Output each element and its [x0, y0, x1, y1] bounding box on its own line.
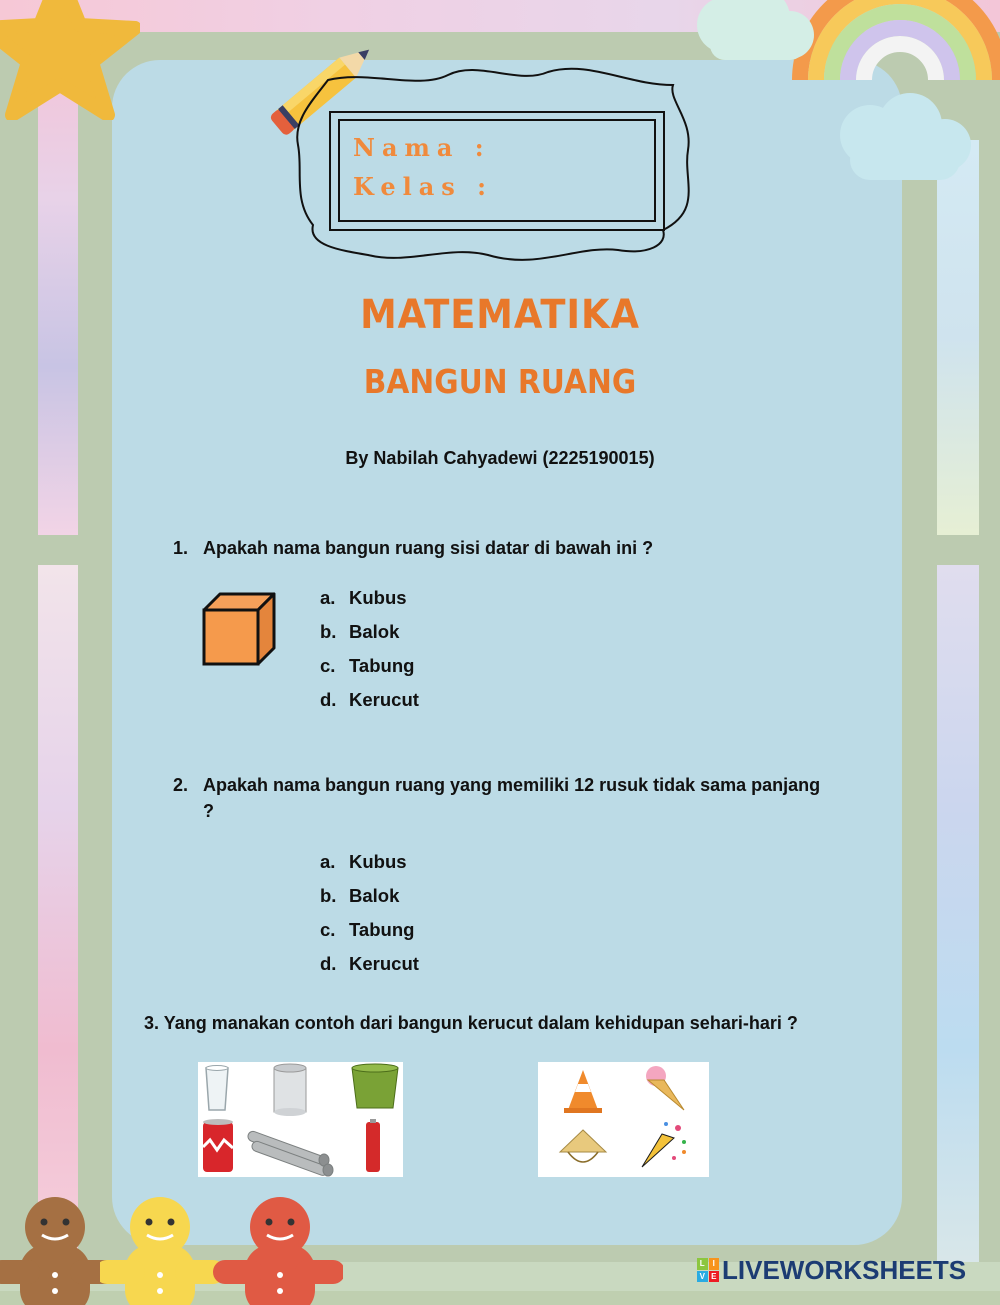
party-hat-icon [642, 1122, 686, 1167]
answer-image-cylinders[interactable] [198, 1062, 403, 1177]
answer-image-cones[interactable] [538, 1062, 709, 1177]
class-label: Kelas : [353, 172, 493, 201]
cloud-icon [830, 90, 980, 190]
question-number: 3. [144, 1013, 160, 1033]
answer-options-2 [320, 845, 419, 981]
question-3 [144, 1010, 798, 1036]
paint-bucket-icon [274, 1064, 306, 1116]
glass-icon [206, 1066, 228, 1111]
name-label: Nama : [353, 133, 491, 162]
question-number: 1. [173, 538, 189, 558]
soda-can-icon [203, 1119, 233, 1172]
question-text: Apakah nama bangun ruang yang memiliki 12 rusuk tidak sama panjang ? [203, 775, 821, 821]
battery-icon [366, 1119, 380, 1172]
right-pastel-stripe-lower [937, 565, 979, 1291]
cube-icon [200, 590, 278, 668]
answer-option[interactable]: a. Kubus [320, 587, 407, 608]
answer-option[interactable]: b. Balok [320, 621, 400, 642]
answer-option[interactable]: d. Kerucut [320, 689, 419, 710]
name-frame-border [288, 60, 704, 272]
traffic-cone-icon [564, 1070, 602, 1113]
straw-hat-icon [560, 1130, 606, 1162]
gingerbread-yellow-icon [100, 1195, 220, 1305]
page-title: MATEMATIKA [360, 292, 640, 338]
answer-option[interactable]: a. Kubus [320, 851, 407, 872]
question-number: 2. [173, 775, 189, 795]
question-text: Yang manakan contoh dari bangun kerucut dalam kehidupan sehari-hari ? [163, 1013, 798, 1033]
answer-options-1 [320, 581, 419, 717]
star-icon [0, 0, 140, 120]
author-line: By Nabilah Cahyadewi (2225190015) [345, 448, 655, 468]
green-bucket-icon [352, 1064, 398, 1108]
cloud-icon [690, 0, 820, 70]
brand-name: LIVEWORKSHEETS [722, 1254, 967, 1285]
answer-option[interactable]: c. Tabung [320, 655, 415, 676]
pipes-icon [247, 1130, 333, 1177]
gingerbread-brown-icon [0, 1195, 115, 1305]
page-subtitle: BANGUN RUANG [363, 362, 637, 401]
answer-option[interactable]: d. Kerucut [320, 953, 419, 974]
question-text: Apakah nama bangun ruang sisi datar di bawah ini ? [203, 538, 654, 558]
cone-objects-illustration [538, 1062, 709, 1177]
cylinder-objects-illustration [198, 1062, 403, 1177]
gingerbread-red-icon [213, 1195, 343, 1305]
left-pastel-stripe-lower [38, 565, 78, 1291]
question-1 [173, 535, 653, 561]
answer-option[interactable]: c. Tabung [320, 919, 415, 940]
liveworksheets-logo-icon: L I V E [697, 1258, 719, 1282]
ice-cream-icon [646, 1066, 684, 1110]
question-2 [173, 772, 833, 824]
answer-option[interactable]: b. Balok [320, 885, 400, 906]
liveworksheets-logo[interactable] [697, 1255, 966, 1285]
